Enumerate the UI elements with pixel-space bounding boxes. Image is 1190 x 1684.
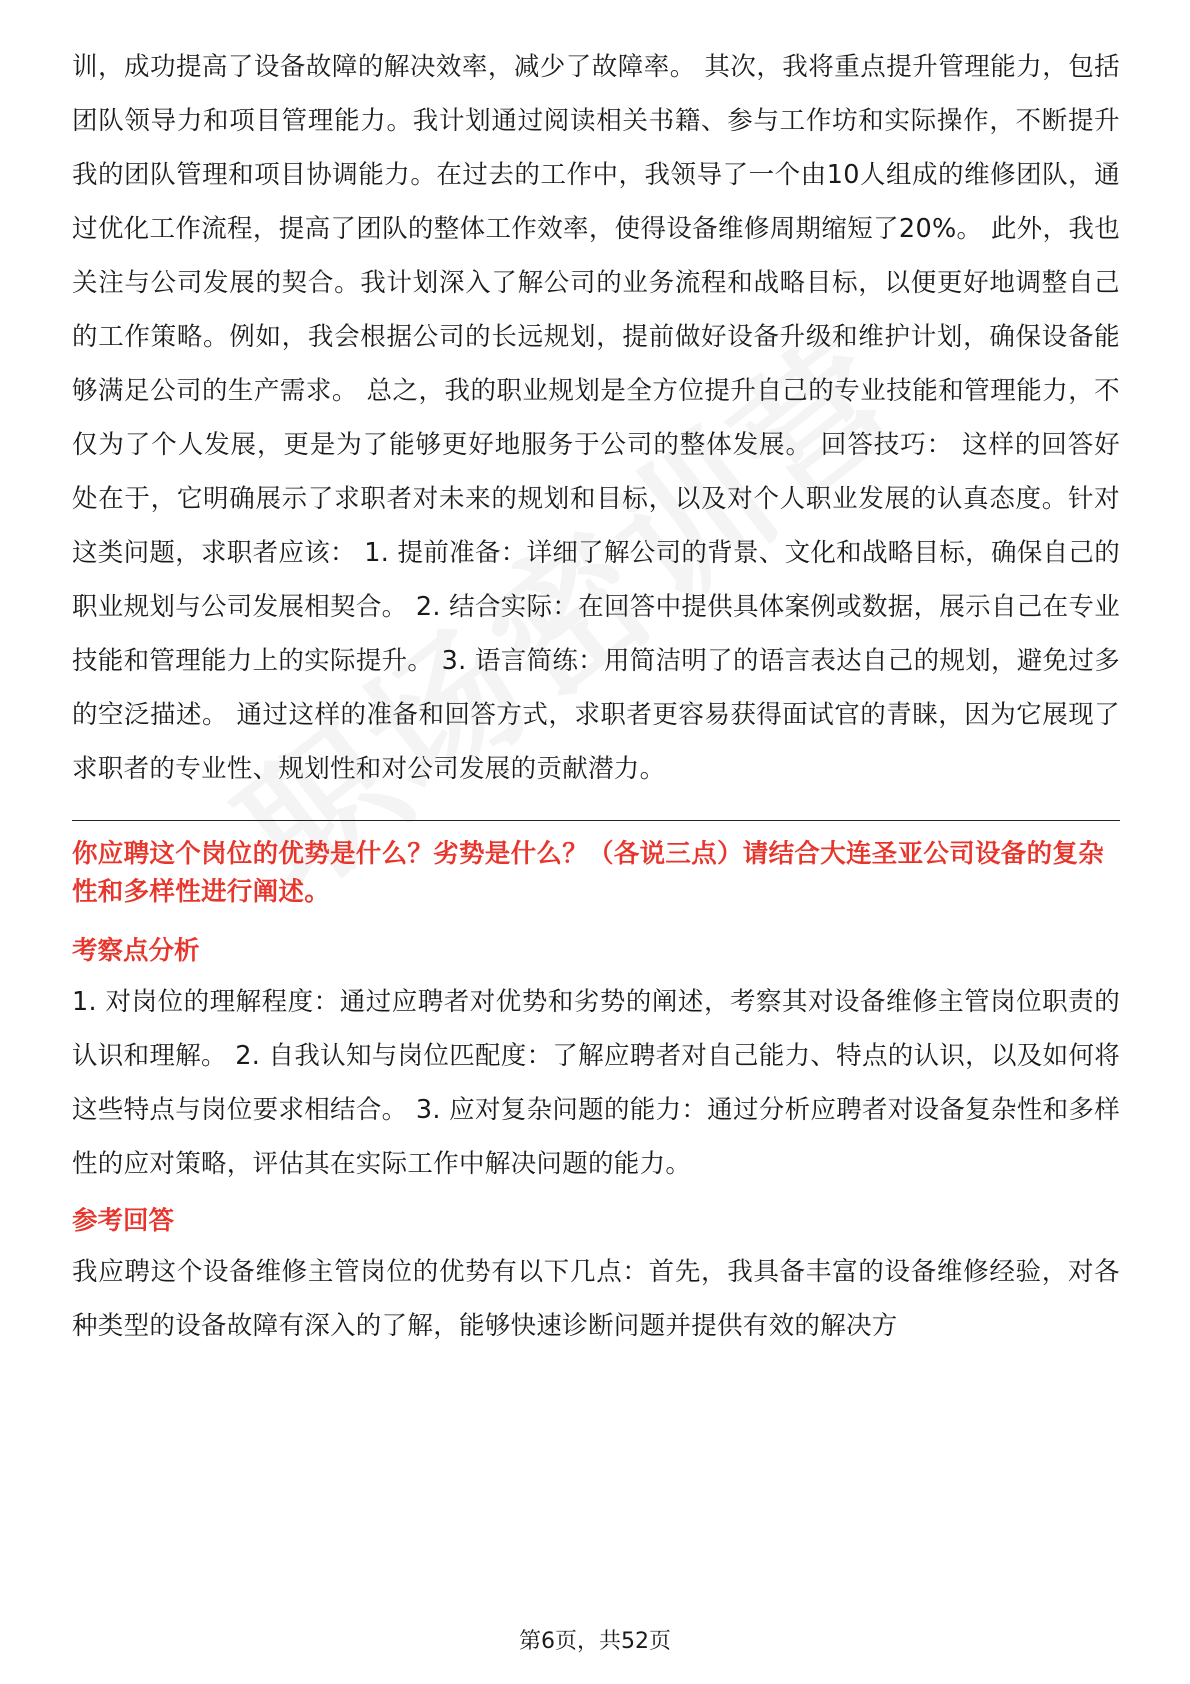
- interview-question: 你应聘这个岗位的优势是什么？劣势是什么？（各说三点）请结合大连圣亚公司设备的复杂性和多样性进行阐述。: [72, 839, 1105, 907]
- page-content: [72, 40, 1120, 1353]
- body-paragraph: 训，成功提高了设备故障的解决效率，减少了故障率。 其次，我将重点提升管理能力，包括团队领导力和项目管理能力。我计划通过阅读相关书籍、参与工作坊和实际操作，不断提升我的团队管理和项目协调能力。在过去的工作中，我领导了一个由10人组成的维修团队，通过优化工作流程，提高了团队的整体工作效率，使得设备维修周期缩短了20%。 此外，我也关注与公司发展的契合。我计划深入了解公司的业务流程和战略目标，以便更好地调整自己的工作策略。例如，我会根据公司的长远规划，提前做好设备升级和维护计划，确保设备能够满足公司的生产需求。 总之，我的职业规划是全方位提升自己的专业技能和管理能力，不仅为了个人发展，更是为了能够更好地服务于公司的整体发展。 回答技巧： 这样的回答好处在于，它明确展示了求职者对未来的规划和目标，以及对个人职业发展的认真态度。针对这类问题，求职者应该： 1. 提前准备：详细了解公司的背景、文化和战略目标，确保自己的职业规划与公司发展相契合。 2. 结合实际：在回答中提供具体案例或数据，展示自己在专业技能和管理能力上的实际提升。 3. 语言简练：用简洁明了的语言表达自己的规划，避免过多的空泛描述。 通过这样的准备和回答方式，求职者更容易获得面试官的青睐，因为它展现了求职者的专业性、规划性和对公司发展的贡献潜力。: [72, 52, 1120, 784]
- analysis-text: 1. 对岗位的理解程度：通过应聘者对优势和劣势的阐述，考察其对设备维修主管岗位职责的认识和理解。 2. 自我认知与岗位匹配度：了解应聘者对自己能力、特点的认识，以及如何将这些特点与岗位要求相结合。 3. 应对复杂问题的能力：通过分析应聘者对设备复杂性和多样性的应对策略，评估其在实际工作中解决问题的能力。: [72, 987, 1120, 1179]
- reference-answer-heading: 参考回答: [72, 1206, 175, 1236]
- page-number: 第6页，共52页: [519, 1629, 671, 1654]
- analysis-heading: 考察点分析: [72, 936, 200, 966]
- section-divider: [72, 820, 1120, 821]
- reference-answer-text: 我应聘这个设备维修主管岗位的优势有以下几点：首先，我具备丰富的设备维修经验，对各种类型的设备故障有深入的了解，能够快速诊断问题并提供有效的解决方: [72, 1257, 1120, 1341]
